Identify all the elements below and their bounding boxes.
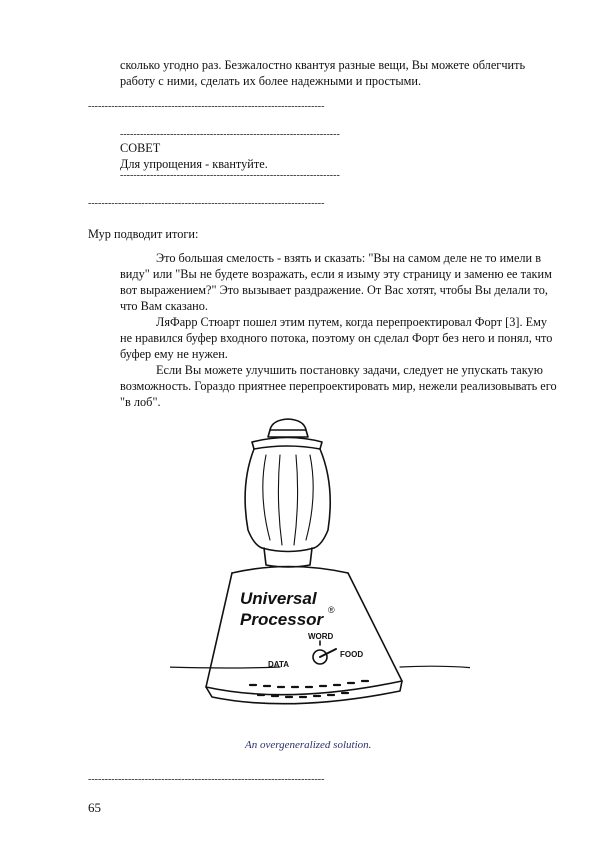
registered-mark: ® — [328, 605, 335, 615]
page-number: 65 — [88, 800, 101, 815]
dial-label-word: WORD — [308, 632, 334, 641]
paragraph-line: возможность. Гораздо приятнее перепроектировать мир, нежели реализовывать его — [120, 379, 557, 393]
brand-label: Universal — [240, 589, 317, 608]
paragraph — [120, 314, 560, 362]
tip-rule-bottom: ------------------------------------------------------------------ — [120, 170, 340, 181]
tip-rule-top: ------------------------------------------------------------------ — [120, 129, 340, 140]
separator-rule: ----------------------------------------------------------------------- — [88, 198, 325, 209]
paragraph-line: ЛяФарр Стюарт пошел этим путем, когда перепроектировал Форт [3]. Ему — [156, 315, 548, 329]
paragraph-line: виду" или "Вы не будете возражать, если я изыму эту страницу и заменю ее таким — [120, 267, 552, 281]
section-heading: Мур подводит итоги: — [88, 227, 199, 241]
paragraph-line: буфер ему не нужен. — [120, 347, 228, 361]
intro-text — [120, 57, 540, 89]
paragraph-line: что Вам сказано. — [120, 299, 208, 313]
paragraph-line: не нравился буфер входного потока, поэтому он сделал Форт без него и понял, что — [120, 331, 553, 345]
paragraph-line: Если Вы можете улучшить постановку задачи, следует не упускать такую — [156, 363, 543, 377]
paragraph-line: Это большая смелость - взять и сказать: "Вы на самом деле не то имели в — [156, 251, 542, 265]
paragraph-line: вот выражением?" Это вызывает раздражение. От Вас хотят, чтобы Вы делали то, — [120, 283, 548, 297]
separator-rule: ----------------------------------------------------------------------- — [88, 101, 325, 112]
figure-caption: An overgeneralized solution. — [245, 739, 372, 751]
paragraph — [120, 362, 560, 410]
intro-line: работу с ними, сделать их более надежными и простыми. — [120, 74, 422, 88]
brand-label: Processor — [240, 610, 324, 629]
intro-line: сколько угодно раз. Безжалостно квантуя разные вещи, Вы можете облегчить — [120, 58, 526, 72]
body-text — [120, 250, 560, 410]
dial-label-data: DATA — [268, 660, 290, 669]
dial-label-food: FOOD — [340, 650, 364, 659]
blender-illustration — [170, 405, 470, 735]
tip-text: Для упрощения - квантуйте. — [120, 157, 268, 171]
separator-rule: ----------------------------------------------------------------------- — [88, 774, 325, 785]
tip-title: СОВЕТ — [120, 141, 161, 155]
paragraph — [120, 250, 560, 314]
paragraph-line: "в лоб". — [120, 395, 161, 409]
